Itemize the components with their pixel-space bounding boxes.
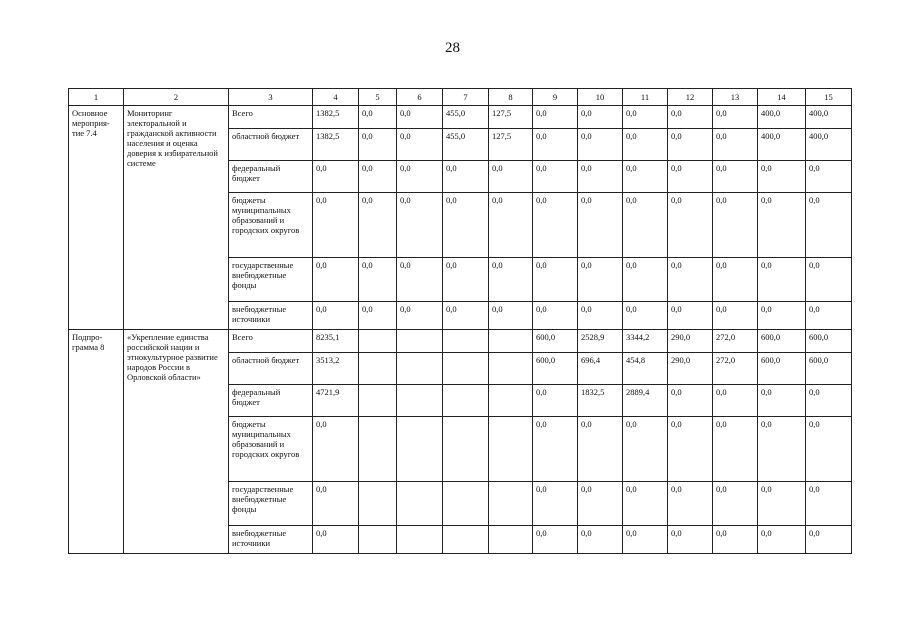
value-cell: 0,0 [313, 302, 359, 330]
header-cell: 2 [124, 89, 229, 106]
value-cell: 454,8 [623, 353, 668, 385]
value-cell: 0,0 [623, 129, 668, 161]
value-cell [359, 526, 397, 554]
value-cell: 0,0 [713, 193, 758, 258]
value-cell [397, 482, 443, 526]
value-cell: 0,0 [713, 106, 758, 129]
value-cell: 0,0 [623, 482, 668, 526]
value-cell: 0,0 [713, 526, 758, 554]
value-cell: 0,0 [533, 526, 578, 554]
value-cell [359, 417, 397, 482]
header-row [69, 89, 852, 106]
funding-source-cell: государственные внебюджетные фонды [229, 482, 313, 526]
value-cell: 0,0 [359, 161, 397, 193]
value-cell: 0,0 [443, 302, 489, 330]
value-cell: 0,0 [668, 385, 713, 417]
value-cell: 0,0 [359, 106, 397, 129]
page-number: 28 [445, 40, 460, 56]
value-cell: 400,0 [806, 106, 852, 129]
value-cell [489, 526, 533, 554]
value-cell: 0,0 [806, 417, 852, 482]
value-cell: 0,0 [713, 482, 758, 526]
value-cell: 0,0 [533, 302, 578, 330]
value-cell: 0,0 [758, 526, 806, 554]
value-cell: 0,0 [397, 302, 443, 330]
value-cell: 0,0 [397, 258, 443, 302]
funding-source-cell: внебюджетные источники [229, 302, 313, 330]
value-cell: 0,0 [758, 193, 806, 258]
value-cell [489, 330, 533, 353]
value-cell: 0,0 [668, 106, 713, 129]
value-cell: 0,0 [533, 258, 578, 302]
value-cell: 4721,9 [313, 385, 359, 417]
value-cell: 0,0 [313, 482, 359, 526]
value-cell [397, 385, 443, 417]
value-cell: 0,0 [359, 258, 397, 302]
value-cell: 0,0 [713, 258, 758, 302]
header-cell: 10 [578, 89, 623, 106]
header-cell: 14 [758, 89, 806, 106]
header-cell: 1 [69, 89, 124, 106]
value-cell: 0,0 [623, 302, 668, 330]
value-cell: 400,0 [806, 129, 852, 161]
value-cell: 0,0 [359, 302, 397, 330]
value-cell: 0,0 [758, 302, 806, 330]
program-name-cell: «Укрепление единства российской нации и этнокультурное развитие народов России в Орловской области» [124, 330, 229, 554]
value-cell [397, 330, 443, 353]
value-cell: 600,0 [758, 353, 806, 385]
value-cell: 0,0 [313, 161, 359, 193]
header-cell: 12 [668, 89, 713, 106]
value-cell [359, 482, 397, 526]
value-cell: 0,0 [758, 161, 806, 193]
value-cell [489, 482, 533, 526]
value-cell [359, 353, 397, 385]
value-cell: 3513,2 [313, 353, 359, 385]
value-cell: 600,0 [533, 330, 578, 353]
header-cell: 4 [313, 89, 359, 106]
value-cell: 290,0 [668, 330, 713, 353]
value-cell: 2889,4 [623, 385, 668, 417]
header-cell: 13 [713, 89, 758, 106]
value-cell: 0,0 [668, 161, 713, 193]
value-cell [443, 526, 489, 554]
value-cell: 0,0 [806, 385, 852, 417]
value-cell: 0,0 [533, 106, 578, 129]
value-cell: 127,5 [489, 129, 533, 161]
value-cell: 0,0 [713, 129, 758, 161]
value-cell: 0,0 [806, 482, 852, 526]
value-cell: 0,0 [668, 193, 713, 258]
value-cell: 0,0 [806, 193, 852, 258]
value-cell: 0,0 [397, 129, 443, 161]
value-cell: 0,0 [806, 161, 852, 193]
value-cell: 0,0 [443, 258, 489, 302]
value-cell [359, 385, 397, 417]
value-cell: 696,4 [578, 353, 623, 385]
value-cell: 0,0 [397, 193, 443, 258]
value-cell: 0,0 [489, 161, 533, 193]
value-cell: 2528,9 [578, 330, 623, 353]
header-cell: 6 [397, 89, 443, 106]
value-cell: 0,0 [713, 161, 758, 193]
value-cell: 0,0 [489, 258, 533, 302]
header-cell: 5 [359, 89, 397, 106]
value-cell [359, 330, 397, 353]
value-cell [489, 385, 533, 417]
value-cell: 1832,5 [578, 385, 623, 417]
value-cell: 455,0 [443, 106, 489, 129]
value-cell: 0,0 [443, 193, 489, 258]
value-cell: 0,0 [359, 129, 397, 161]
value-cell: 0,0 [578, 302, 623, 330]
value-cell: 0,0 [623, 417, 668, 482]
value-cell: 0,0 [578, 193, 623, 258]
value-cell: 0,0 [533, 417, 578, 482]
header-cell: 7 [443, 89, 489, 106]
header-cell: 9 [533, 89, 578, 106]
value-cell [489, 417, 533, 482]
value-cell: 0,0 [578, 258, 623, 302]
value-cell [489, 353, 533, 385]
program-label-cell: Основное мероприя-тие 7.4 [69, 106, 124, 330]
value-cell: 127,5 [489, 106, 533, 129]
budget-table [68, 88, 852, 554]
value-cell: 0,0 [713, 302, 758, 330]
value-cell: 0,0 [533, 482, 578, 526]
header-cell: 11 [623, 89, 668, 106]
value-cell: 0,0 [806, 258, 852, 302]
value-cell: 400,0 [758, 106, 806, 129]
table-row [69, 330, 852, 353]
value-cell: 0,0 [758, 417, 806, 482]
table-row [69, 106, 852, 129]
value-cell: 0,0 [313, 193, 359, 258]
value-cell: 0,0 [713, 385, 758, 417]
value-cell: 272,0 [713, 353, 758, 385]
value-cell: 0,0 [578, 526, 623, 554]
funding-source-cell: бюджеты муниципальных образований и городских округов [229, 417, 313, 482]
funding-source-cell: областной бюджет [229, 353, 313, 385]
funding-source-cell: Всего [229, 106, 313, 129]
value-cell [443, 385, 489, 417]
value-cell [397, 417, 443, 482]
header-cell: 8 [489, 89, 533, 106]
value-cell: 0,0 [359, 193, 397, 258]
value-cell: 0,0 [313, 526, 359, 554]
value-cell: 0,0 [578, 161, 623, 193]
funding-source-cell: государственные внебюджетные фонды [229, 258, 313, 302]
value-cell [443, 353, 489, 385]
value-cell: 0,0 [668, 258, 713, 302]
value-cell: 0,0 [758, 385, 806, 417]
value-cell: 0,0 [758, 258, 806, 302]
value-cell: 0,0 [578, 482, 623, 526]
funding-source-cell: федеральный бюджет [229, 161, 313, 193]
program-label-cell: Подпро-грамма 8 [69, 330, 124, 554]
value-cell: 0,0 [533, 129, 578, 161]
value-cell: 0,0 [668, 526, 713, 554]
value-cell: 0,0 [806, 526, 852, 554]
value-cell: 0,0 [397, 106, 443, 129]
program-name-cell: Мониторинг электоральной и гражданской активности населения и оценка доверия к избирательной системе [124, 106, 229, 330]
header-cell: 3 [229, 89, 313, 106]
value-cell: 0,0 [806, 302, 852, 330]
value-cell: 0,0 [623, 193, 668, 258]
value-cell [443, 417, 489, 482]
value-cell: 290,0 [668, 353, 713, 385]
value-cell: 0,0 [578, 106, 623, 129]
value-cell: 0,0 [668, 129, 713, 161]
value-cell: 0,0 [623, 106, 668, 129]
value-cell: 455,0 [443, 129, 489, 161]
value-cell: 0,0 [668, 482, 713, 526]
value-cell: 272,0 [713, 330, 758, 353]
value-cell: 600,0 [758, 330, 806, 353]
value-cell: 3344,2 [623, 330, 668, 353]
value-cell: 600,0 [806, 353, 852, 385]
value-cell: 0,0 [489, 302, 533, 330]
value-cell: 8235,1 [313, 330, 359, 353]
value-cell [443, 482, 489, 526]
value-cell: 0,0 [668, 417, 713, 482]
value-cell: 0,0 [578, 129, 623, 161]
value-cell: 0,0 [443, 161, 489, 193]
value-cell: 0,0 [489, 193, 533, 258]
value-cell [397, 526, 443, 554]
header-cell: 15 [806, 89, 852, 106]
value-cell: 0,0 [758, 482, 806, 526]
value-cell: 0,0 [533, 161, 578, 193]
funding-source-cell: Всего [229, 330, 313, 353]
value-cell: 0,0 [313, 258, 359, 302]
value-cell [397, 353, 443, 385]
value-cell: 0,0 [623, 161, 668, 193]
value-cell: 0,0 [533, 385, 578, 417]
funding-source-cell: внебюджетные источники [229, 526, 313, 554]
value-cell: 0,0 [313, 417, 359, 482]
funding-source-cell: бюджеты муниципальных образований и городских округов [229, 193, 313, 258]
value-cell [443, 330, 489, 353]
funding-source-cell: федеральный бюджет [229, 385, 313, 417]
value-cell: 0,0 [533, 193, 578, 258]
value-cell: 0,0 [668, 302, 713, 330]
value-cell: 0,0 [578, 417, 623, 482]
funding-source-cell: областной бюджет [229, 129, 313, 161]
value-cell: 1382,5 [313, 106, 359, 129]
value-cell: 0,0 [623, 526, 668, 554]
value-cell: 600,0 [806, 330, 852, 353]
value-cell: 1382,5 [313, 129, 359, 161]
table-body [69, 89, 852, 554]
value-cell: 400,0 [758, 129, 806, 161]
value-cell: 0,0 [397, 161, 443, 193]
value-cell: 0,0 [623, 258, 668, 302]
value-cell: 600,0 [533, 353, 578, 385]
value-cell: 0,0 [713, 417, 758, 482]
